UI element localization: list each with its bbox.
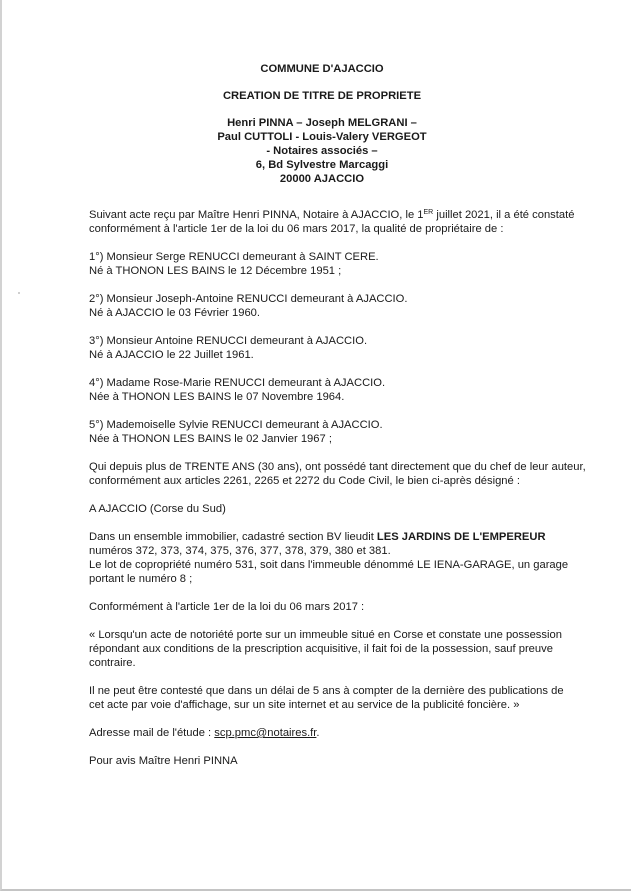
possession-line-1: Qui depuis plus de TRENTE ANS (30 ans), ont possédé tant directement que du chef de leur auteur, bbox=[89, 461, 586, 473]
scan-artifact bbox=[18, 292, 20, 294]
property-line-4: portant le numéro 8 ; bbox=[89, 573, 193, 585]
owner-birth: Né à THONON LES BAINS le 12 Décembre 1951 ; bbox=[89, 265, 342, 277]
owner-entry bbox=[89, 376, 589, 404]
property-lieudit: LES JARDINS DE L'EMPEREUR bbox=[376, 531, 546, 543]
location-text: A AJACCIO (Corse du Sud) bbox=[89, 503, 226, 515]
contact-label: Adresse mail de l'étude : bbox=[89, 727, 215, 739]
contest-paragraph bbox=[89, 684, 589, 712]
quote-line-1: « Lorsqu'un acte de notoriété porte sur un immeuble situé en Corse et constate une possession bbox=[89, 629, 562, 641]
owner-entry bbox=[89, 292, 589, 320]
owner-birth: Née à THONON LES BAINS le 07 Novembre 1964. bbox=[89, 391, 345, 403]
owner-residence: 1°) Monsieur Serge RENUCCI demeurant à SAINT CERE. bbox=[89, 251, 379, 263]
law-reference-text: Conformément à l'article 1er de la loi du 06 mars 2017 : bbox=[89, 601, 365, 613]
commune-title: COMMUNE D'AJACCIO bbox=[260, 63, 384, 75]
quote-line-3: contraire. bbox=[89, 657, 136, 669]
intro-line-1 bbox=[89, 208, 589, 222]
owner-birth: Né à AJACCIO le 03 Février 1960. bbox=[89, 307, 260, 319]
ordinal-superscript: ER bbox=[423, 209, 434, 216]
contact-line bbox=[89, 726, 589, 740]
law-reference bbox=[89, 600, 589, 614]
owner-birth: Né à AJACCIO le 22 Juillet 1961. bbox=[89, 349, 254, 361]
property-line-1 bbox=[89, 530, 589, 544]
property-paragraph bbox=[89, 530, 589, 586]
intro-line-2: conformément à l'article 1er de la loi du 06 mars 2017, la qualité de propriétaire de : bbox=[89, 223, 504, 235]
property-cadastre-text: Dans un ensemble immobilier, cadastré section BV lieudit bbox=[89, 531, 377, 543]
notaries-line-1: Henri PINNA – Joseph MELGRANI – bbox=[227, 117, 417, 129]
notaries-line-2: Paul CUTTOLI - Louis-Valery VERGEOT bbox=[217, 131, 427, 143]
owner-residence: 5°) Mademoiselle Sylvie RENUCCI demeurant à AJACCIO. bbox=[89, 419, 383, 431]
owner-entry bbox=[89, 418, 589, 446]
location-paragraph bbox=[89, 502, 589, 516]
intro-text-start: Suivant acte reçu par Maître Henri PINNA, Notaire à AJACCIO, le 1 bbox=[89, 209, 424, 221]
intro-paragraph bbox=[89, 208, 589, 236]
owner-residence: 2°) Monsieur Joseph-Antoine RENUCCI demeurant à AJACCIO. bbox=[89, 293, 408, 305]
office-street: 6, Bd Sylvestre Marcaggi bbox=[255, 159, 389, 171]
notice-body bbox=[89, 208, 589, 768]
owner-residence: 3°) Monsieur Antoine RENUCCI demeurant à AJACCIO. bbox=[89, 335, 368, 347]
signature-paragraph bbox=[89, 754, 589, 768]
property-line-3: Le lot de copropriété numéro 531, soit dans l'immeuble dénommé LE IENA-GARAGE, un garage bbox=[89, 559, 569, 571]
notice-header bbox=[89, 62, 555, 186]
contest-line-2: cet acte par voie d'affichage, sur un site internet et au service de la publicité foncière. » bbox=[89, 699, 520, 711]
possession-line-2: conformément aux articles 2261, 2265 et 2272 du Code Civil, le bien ci-après désigné : bbox=[89, 475, 520, 487]
owner-entry bbox=[89, 250, 589, 278]
notice-title: CREATION DE TITRE DE PROPRIETE bbox=[222, 90, 422, 102]
owner-birth: Née à THONON LES BAINS le 02 Janvier 1967 ; bbox=[89, 433, 332, 445]
email-link[interactable]: scp.pmc@notaires.fr bbox=[214, 727, 317, 739]
possession-paragraph bbox=[89, 460, 589, 488]
contest-line-1: Il ne peut être contesté que dans un délai de 5 ans à compter de la dernière des publications de bbox=[89, 685, 564, 697]
contact-trailing: . bbox=[316, 727, 320, 739]
notaries-role: - Notaires associés – bbox=[266, 145, 378, 157]
legal-notice bbox=[89, 62, 589, 782]
property-line-2: numéros 372, 373, 374, 375, 376, 377, 378, 379, 380 et 381. bbox=[89, 545, 391, 557]
office-city: 20000 AJACCIO bbox=[279, 173, 365, 185]
quote-line-2: répondant aux conditions de la prescription acquisitive, il fait foi de la possession, sauf preuve bbox=[89, 643, 553, 655]
quote-paragraph bbox=[89, 628, 589, 670]
owner-residence: 4°) Madame Rose-Marie RENUCCI demeurant à AJACCIO. bbox=[89, 377, 386, 389]
owner-entry bbox=[89, 334, 589, 362]
intro-text-end: juillet 2021, il a été constaté bbox=[433, 209, 575, 221]
contact-paragraph bbox=[89, 726, 589, 740]
signature-text: Pour avis Maître Henri PINNA bbox=[89, 755, 238, 767]
